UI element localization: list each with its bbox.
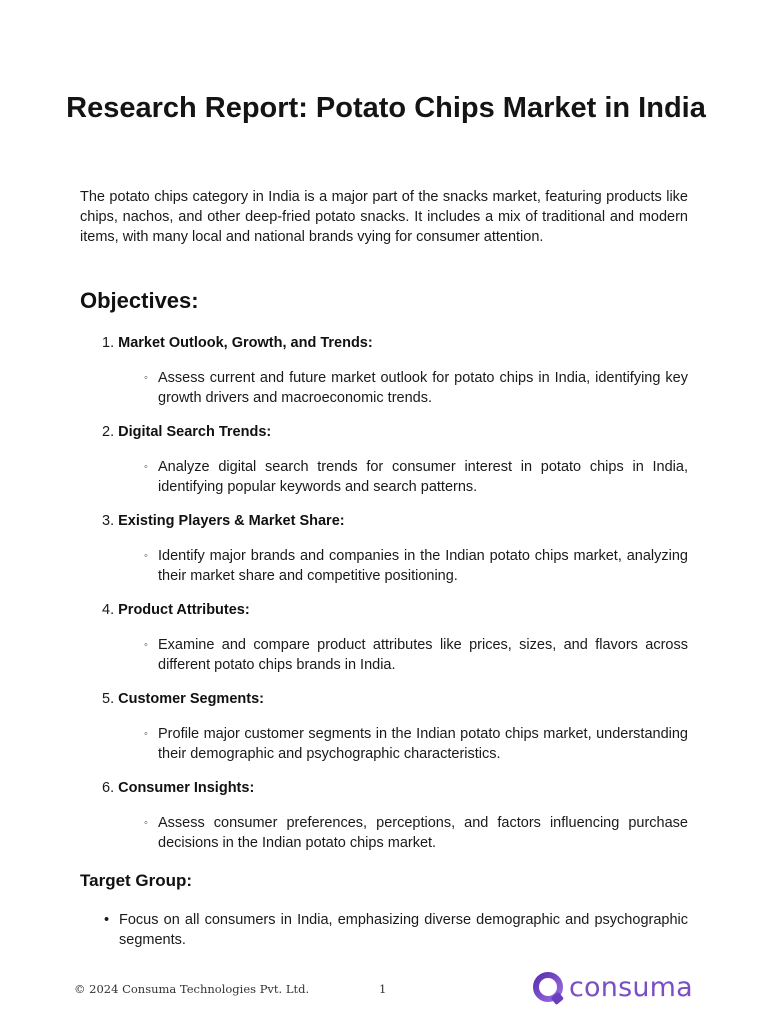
objective-heading bbox=[102, 511, 345, 531]
objective-detail bbox=[144, 546, 688, 586]
objective-heading bbox=[102, 422, 271, 442]
circle-bullet-icon: ◦ bbox=[144, 728, 148, 740]
intro-paragraph: The potato chips category in India is a major part of the snacks market, featuring products like chips, nachos, and other deep-fried potato snacks. It includes a mix of traditional and modern items, with many local and national brands vying for consumer attention. bbox=[80, 189, 688, 245]
objective-title: Existing Players & Market Share: bbox=[118, 513, 345, 529]
objective-detail bbox=[144, 457, 688, 497]
objective-number: 4. bbox=[102, 602, 115, 618]
target-group-text: Focus on all consumers in India, emphasizing diverse demographic and psychographic segments. bbox=[119, 912, 688, 948]
bullet-dot-icon: • bbox=[104, 912, 110, 928]
objective-heading bbox=[102, 333, 373, 353]
objective-detail-text: Examine and compare product attributes like prices, sizes, and flavors across different potato chips brands in India. bbox=[158, 637, 688, 673]
objective-detail-text: Assess consumer preferences, perceptions, and factors influencing purchase decisions in the Indian potato chips market. bbox=[158, 815, 688, 851]
objective-detail bbox=[144, 813, 688, 853]
objective-title: Customer Segments: bbox=[118, 691, 264, 707]
objectives-heading: Objectives: bbox=[80, 288, 199, 313]
circle-bullet-icon: ◦ bbox=[144, 372, 148, 384]
consuma-logo-text: consuma bbox=[569, 972, 693, 1003]
objective-number: 6. bbox=[102, 780, 115, 796]
circle-bullet-icon: ◦ bbox=[144, 817, 148, 829]
objective-detail-text: Assess current and future market outlook for potato chips in India, identifying key growth drivers and macroeconomic trends. bbox=[158, 370, 688, 406]
objective-detail-text: Profile major customer segments in the Indian potato chips market, understanding their demographic and psychographic characteristics. bbox=[158, 726, 688, 762]
objective-number: 3. bbox=[102, 513, 115, 529]
objective-title: Digital Search Trends: bbox=[118, 424, 272, 440]
objective-heading bbox=[102, 778, 254, 798]
circle-bullet-icon: ◦ bbox=[144, 550, 148, 562]
target-group-item bbox=[104, 910, 688, 950]
objective-detail bbox=[144, 724, 688, 764]
consuma-logo bbox=[532, 970, 693, 1006]
objective-detail-text: Analyze digital search trends for consumer interest in potato chips in India, identifying popular keywords and search patterns. bbox=[158, 459, 688, 495]
footer-page-number: 1 bbox=[379, 982, 387, 996]
objective-heading bbox=[102, 600, 250, 620]
circle-bullet-icon: ◦ bbox=[144, 639, 148, 651]
page-title: Research Report: Potato Chips Market in India bbox=[66, 92, 706, 124]
objective-heading bbox=[102, 689, 264, 709]
objective-detail bbox=[144, 368, 688, 408]
objective-detail bbox=[144, 635, 688, 675]
objective-number: 2. bbox=[102, 424, 115, 440]
circle-bullet-icon: ◦ bbox=[144, 461, 148, 473]
objective-title: Consumer Insights: bbox=[118, 780, 255, 796]
footer-copyright: © 2024 Consuma Technologies Pvt. Ltd. bbox=[74, 982, 310, 996]
consuma-logo-mark-icon bbox=[532, 970, 566, 1006]
objective-title: Market Outlook, Growth, and Trends: bbox=[118, 335, 373, 351]
objective-detail-text: Identify major brands and companies in the Indian potato chips market, analyzing their market share and competitive positioning. bbox=[158, 548, 688, 584]
target-group-heading: Target Group: bbox=[80, 871, 193, 890]
objective-number: 5. bbox=[102, 691, 115, 707]
objective-title: Product Attributes: bbox=[118, 602, 250, 618]
objective-number: 1. bbox=[102, 335, 115, 351]
